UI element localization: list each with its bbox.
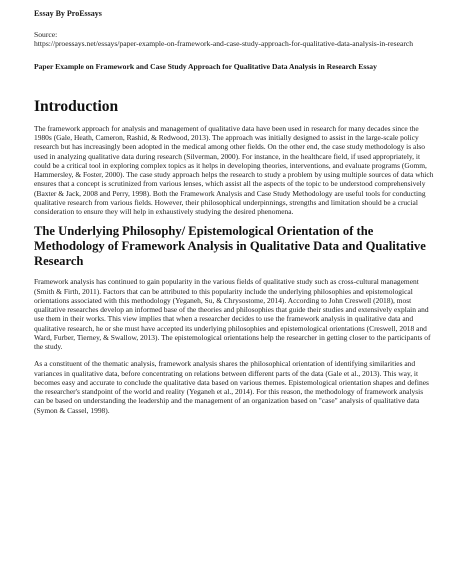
paragraph: The framework approach for analysis and management of qualitative data have been used in research for many decades since the 1980s (Gale, Heath, Cameron, Rashid, & Redwood, 2013). The approach was initially designed to assist in the large-scale policy research but has increasingly been adopted in the medical among other fields. On the other end, the case study methodology is also used in analyzing qualitative data during research (Silverman, 2000). For instance, in the healthcare field, if used appropriately, it could be a critical tool in exploring complex topics as it helps in developing theories, interventions, and evaluate programs (Gomm, Hammersley, & Foster, 2000). The case study approach helps the research to study a problem by using multiple sources of data which ensures that a concept is scrutinized from various lenses, which assist all the aspects of the topic to be understood comprehensively (Baxter & Jack, 2008 and Perry, 1998). Both the Framework Analysis and Case Study Methodology are useful tools for conducting qualitative research from various fields. However, their philosophical underpinnings, strengths and limitation should be a crucial consideration to ensure they will help in exhaustively studying the desired phenomena.	[34, 123, 434, 217]
section-heading-introduction: Introduction	[34, 97, 119, 115]
brand-label: Essay By ProEssays	[34, 9, 102, 18]
document-title: Paper Example on Framework and Case Study Approach for Qualitative Data Analysis in Research Essay	[34, 62, 377, 72]
paragraph: Framework analysis has continued to gain popularity in the various fields of qualitative study such as cross-cultural management (Smith & Firth, 2011). Factors that can be attributed to this popularity include the underlying philosophies and epistemological orientations associated with this methodology (Yeganeh, Su, & Chrysostome, 2014). According to John Creswell (2018), most qualitative researches develop an informed base of the theories and philosophies that guide their studies and extensively explain and use them in their works. This view implies that when a researcher decides to use the framework analysis in qualitative data and qualitative research, he or she must have accepted its underlying philosophies and epistemological orientations (Creswell, 2018 and Ward, Furber, Tierney, & Swallow, 2013). The epistemological orientations help the researcher in getting closer to the participants of the study.	[34, 277, 431, 352]
source-url[interactable]: https://proessays.net/essays/paper-example-on-framework-and-case-study-approach-for-qualitative-data-analysis-in-research	[34, 39, 414, 49]
paragraph: As a constituent of the thematic analysis, framework analysis shares the philosophical orientation of identifying similarities and variances in qualitative data, before concentrating on relations between different parts of the data (Gale et al., 2013). This way, it becomes easy and accurate to conclude the qualitative data based on various themes. Epistemological orientation shapes and defines the researcher's standpoint of the world and reality (Yeganeh et al., 2014). For this reason, the methodology of framework analysis can be based on understanding the leadership and the management of an organization based on "case" analysis of qualitative data (Symon & Cassel, 1998).	[34, 359, 429, 415]
source-label: Source:	[34, 30, 58, 39]
section-heading-philosophy: The Underlying Philosophy/ Epistemological Orientation of the Methodology of Framework Analysis in Qualitative Data and Qualitative Research	[34, 224, 426, 269]
